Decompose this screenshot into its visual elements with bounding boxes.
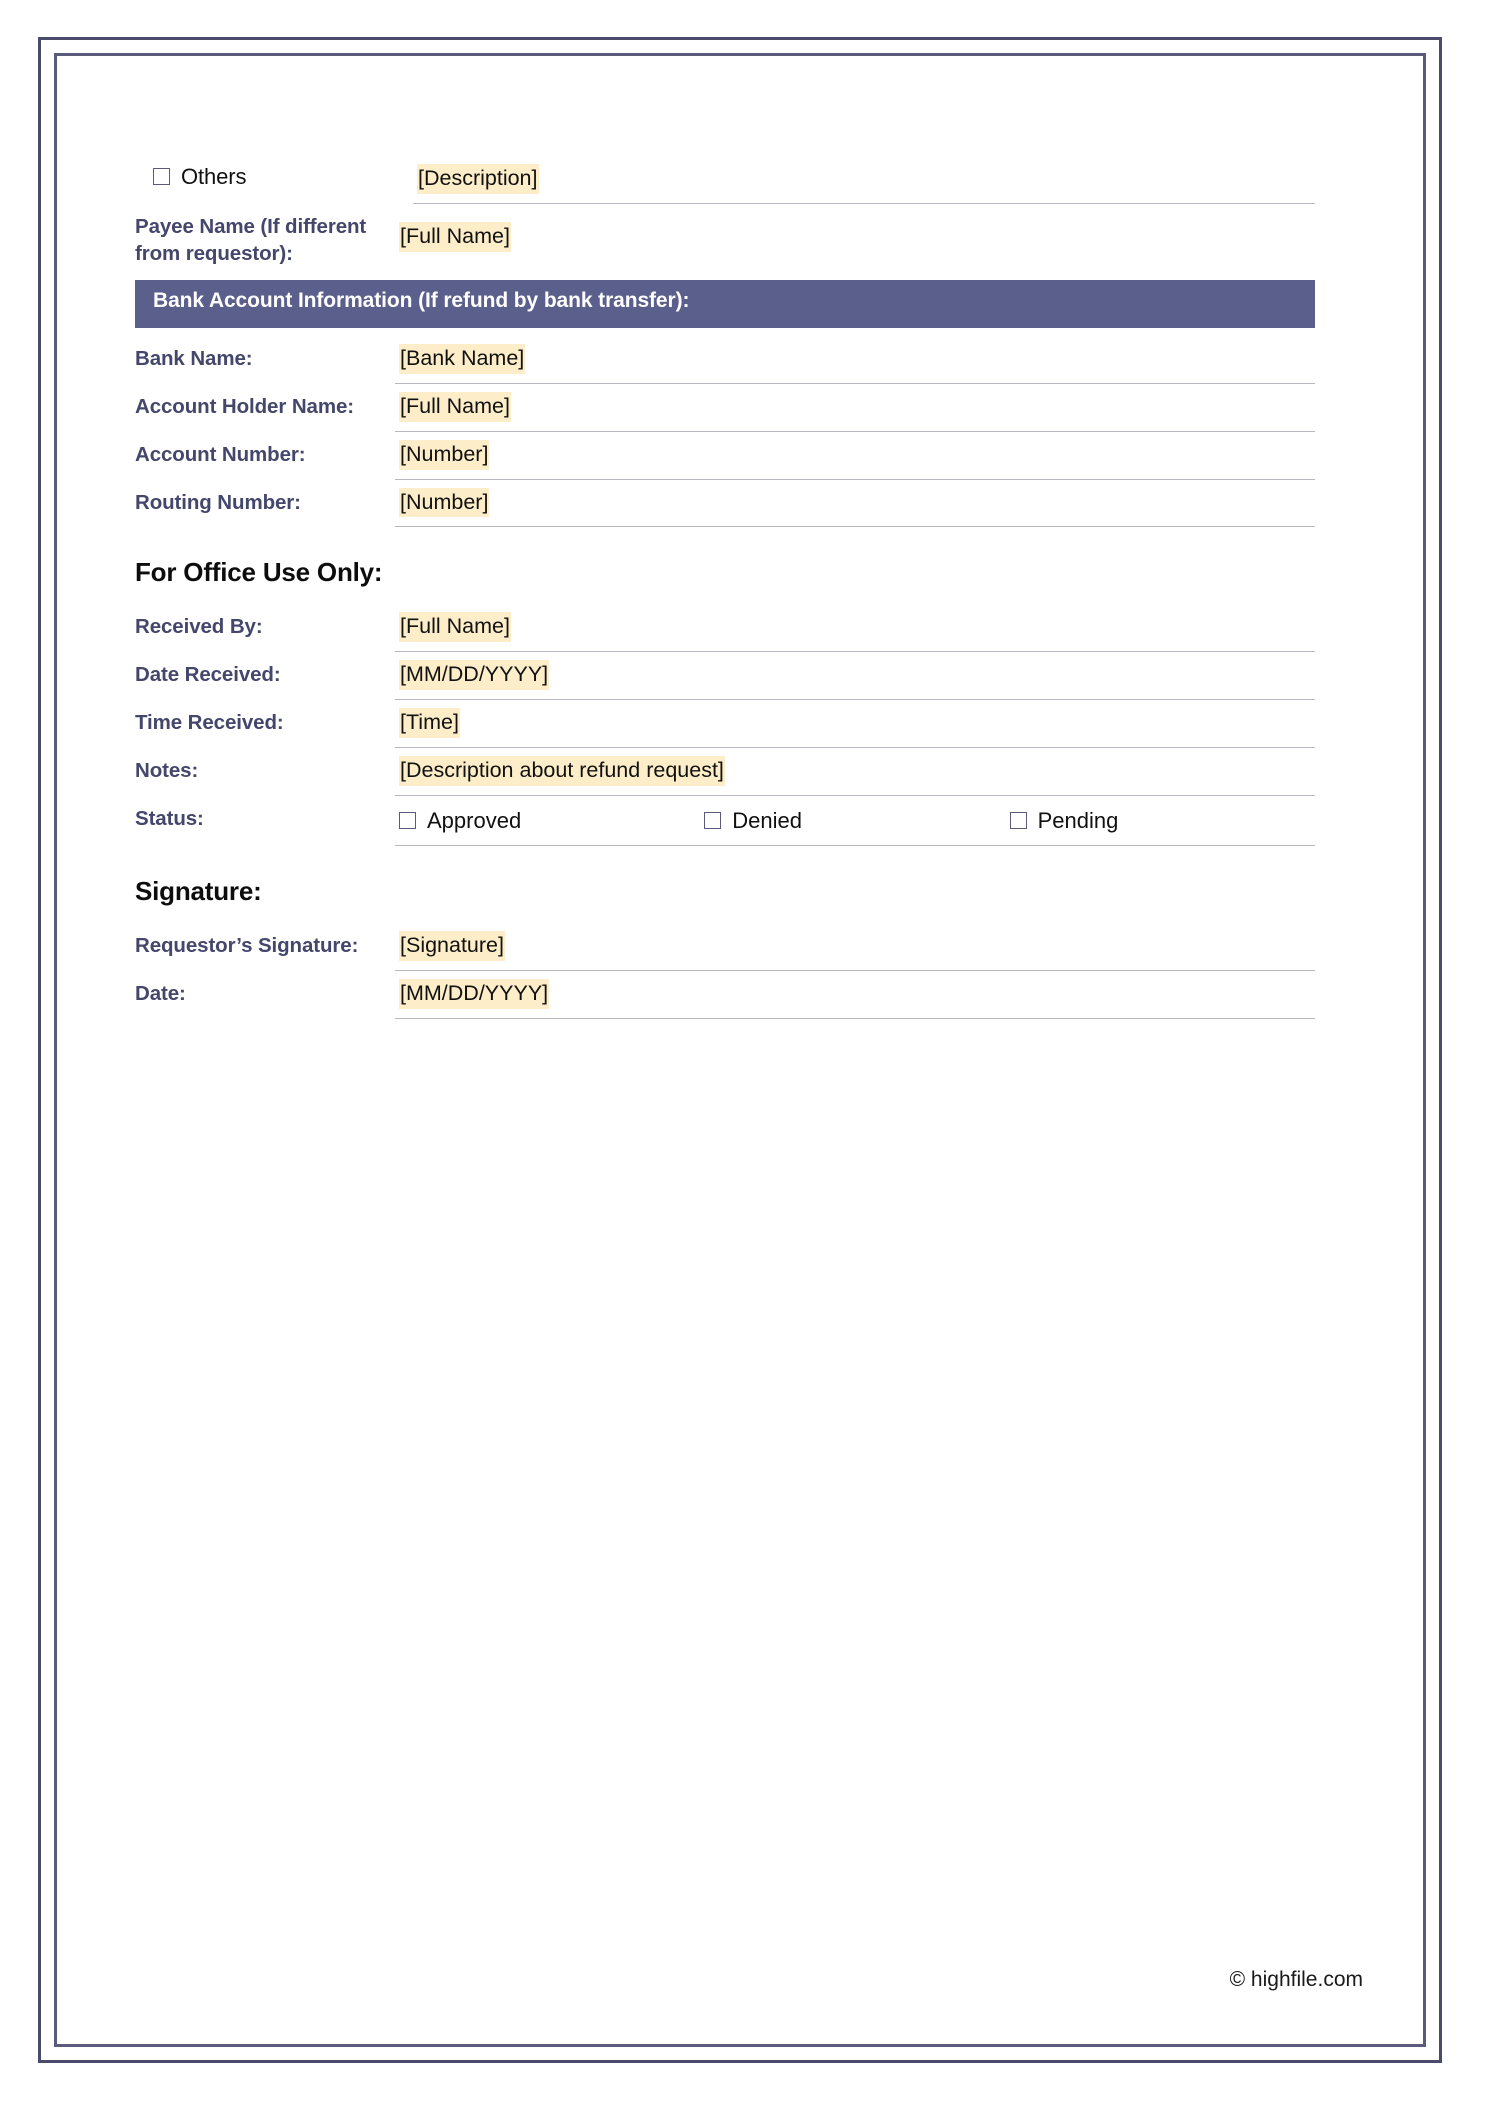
section-heading-signature-row bbox=[135, 846, 1315, 923]
status-option-denied[interactable] bbox=[704, 808, 1009, 834]
status-option-pending-label: Pending bbox=[1037, 807, 1119, 833]
account-number-label: Account Number: bbox=[135, 442, 306, 466]
date-received-field[interactable] bbox=[395, 652, 1315, 700]
routing-number-value: [Number] bbox=[399, 488, 489, 518]
status-option-denied-label: Denied bbox=[732, 807, 803, 833]
others-description-value: [Description] bbox=[417, 164, 539, 194]
page-frame-outer bbox=[38, 37, 1442, 2063]
status-options bbox=[399, 806, 1315, 834]
checkbox-icon[interactable] bbox=[399, 812, 416, 829]
checkbox-icon[interactable] bbox=[704, 812, 721, 829]
form-row-notes bbox=[135, 748, 1315, 796]
checkbox-icon[interactable] bbox=[1010, 812, 1027, 829]
form-row-payee-name bbox=[135, 204, 1315, 276]
form-row-others bbox=[135, 156, 1315, 204]
account-number-field[interactable] bbox=[395, 432, 1315, 480]
checkbox-icon[interactable] bbox=[153, 168, 170, 185]
section-heading-signature: Signature: bbox=[135, 875, 262, 906]
others-checkbox-item[interactable] bbox=[153, 162, 246, 191]
date-received-label: Date Received: bbox=[135, 663, 281, 687]
form-row-account-holder-name bbox=[135, 384, 1315, 432]
signature-date-field[interactable] bbox=[395, 971, 1315, 1019]
signature-date-value: [MM/DD/YYYY] bbox=[399, 979, 549, 1009]
bank-name-label: Bank Name: bbox=[135, 346, 253, 370]
status-field bbox=[395, 796, 1315, 846]
others-checkbox-label: Others bbox=[181, 164, 247, 189]
footer-copyright: © highfile.com bbox=[1229, 1968, 1363, 1991]
status-option-pending[interactable] bbox=[1010, 808, 1315, 834]
notes-label: Notes: bbox=[135, 759, 199, 782]
form-row-signature-date bbox=[135, 971, 1315, 1019]
requestor-signature-label: Requestor’s Signature: bbox=[135, 933, 359, 957]
form-row-requestor-signature bbox=[135, 923, 1315, 971]
form-row-received-by bbox=[135, 604, 1315, 652]
section-heading-office-use: For Office Use Only: bbox=[135, 557, 383, 588]
form-row-time-received bbox=[135, 700, 1315, 748]
status-option-approved[interactable] bbox=[399, 808, 704, 834]
received-by-field[interactable] bbox=[395, 604, 1315, 652]
spacer bbox=[135, 328, 1315, 336]
payee-name-value: [Full Name] bbox=[399, 222, 511, 252]
heading-spacer bbox=[395, 527, 1315, 604]
section-band-bank-account: Bank Account Information (If refund by bank transfer): bbox=[135, 280, 1315, 328]
form-row-routing-number bbox=[135, 480, 1315, 528]
others-description-field[interactable] bbox=[413, 156, 1315, 204]
form-row-status bbox=[135, 796, 1315, 846]
account-holder-name-field[interactable] bbox=[395, 384, 1315, 432]
payee-name-field[interactable] bbox=[395, 204, 1315, 261]
notes-value: [Description about refund request] bbox=[399, 756, 725, 786]
routing-number-label: Routing Number: bbox=[135, 490, 301, 514]
notes-field[interactable] bbox=[395, 748, 1315, 796]
account-holder-name-value: [Full Name] bbox=[399, 392, 511, 422]
page-frame-inner bbox=[54, 53, 1426, 2047]
received-by-label: Received By: bbox=[135, 615, 263, 639]
section-heading-office-use-row bbox=[135, 527, 1315, 604]
time-received-field[interactable] bbox=[395, 700, 1315, 748]
requestor-signature-field[interactable] bbox=[395, 923, 1315, 971]
received-by-value: [Full Name] bbox=[399, 612, 511, 642]
status-label: Status: bbox=[135, 806, 204, 830]
form-row-account-number bbox=[135, 432, 1315, 480]
time-received-value: [Time] bbox=[399, 708, 460, 738]
form-content bbox=[135, 156, 1315, 1019]
requestor-signature-value: [Signature] bbox=[399, 931, 505, 961]
bank-name-field[interactable] bbox=[395, 336, 1315, 384]
account-number-value: [Number] bbox=[399, 440, 489, 470]
signature-date-label: Date: bbox=[135, 981, 186, 1005]
form-row-date-received bbox=[135, 652, 1315, 700]
heading-spacer bbox=[395, 846, 1315, 923]
bank-name-value: [Bank Name] bbox=[399, 344, 525, 374]
routing-number-field[interactable] bbox=[395, 480, 1315, 528]
status-option-approved-label: Approved bbox=[427, 807, 522, 833]
payee-name-label: Payee Name (If different from requestor): bbox=[135, 214, 367, 265]
date-received-value: [MM/DD/YYYY] bbox=[399, 660, 549, 690]
others-checkbox-cell[interactable] bbox=[135, 156, 413, 192]
time-received-label: Time Received: bbox=[135, 711, 284, 735]
account-holder-name-label: Account Holder Name: bbox=[135, 394, 354, 418]
form-row-bank-name bbox=[135, 336, 1315, 384]
